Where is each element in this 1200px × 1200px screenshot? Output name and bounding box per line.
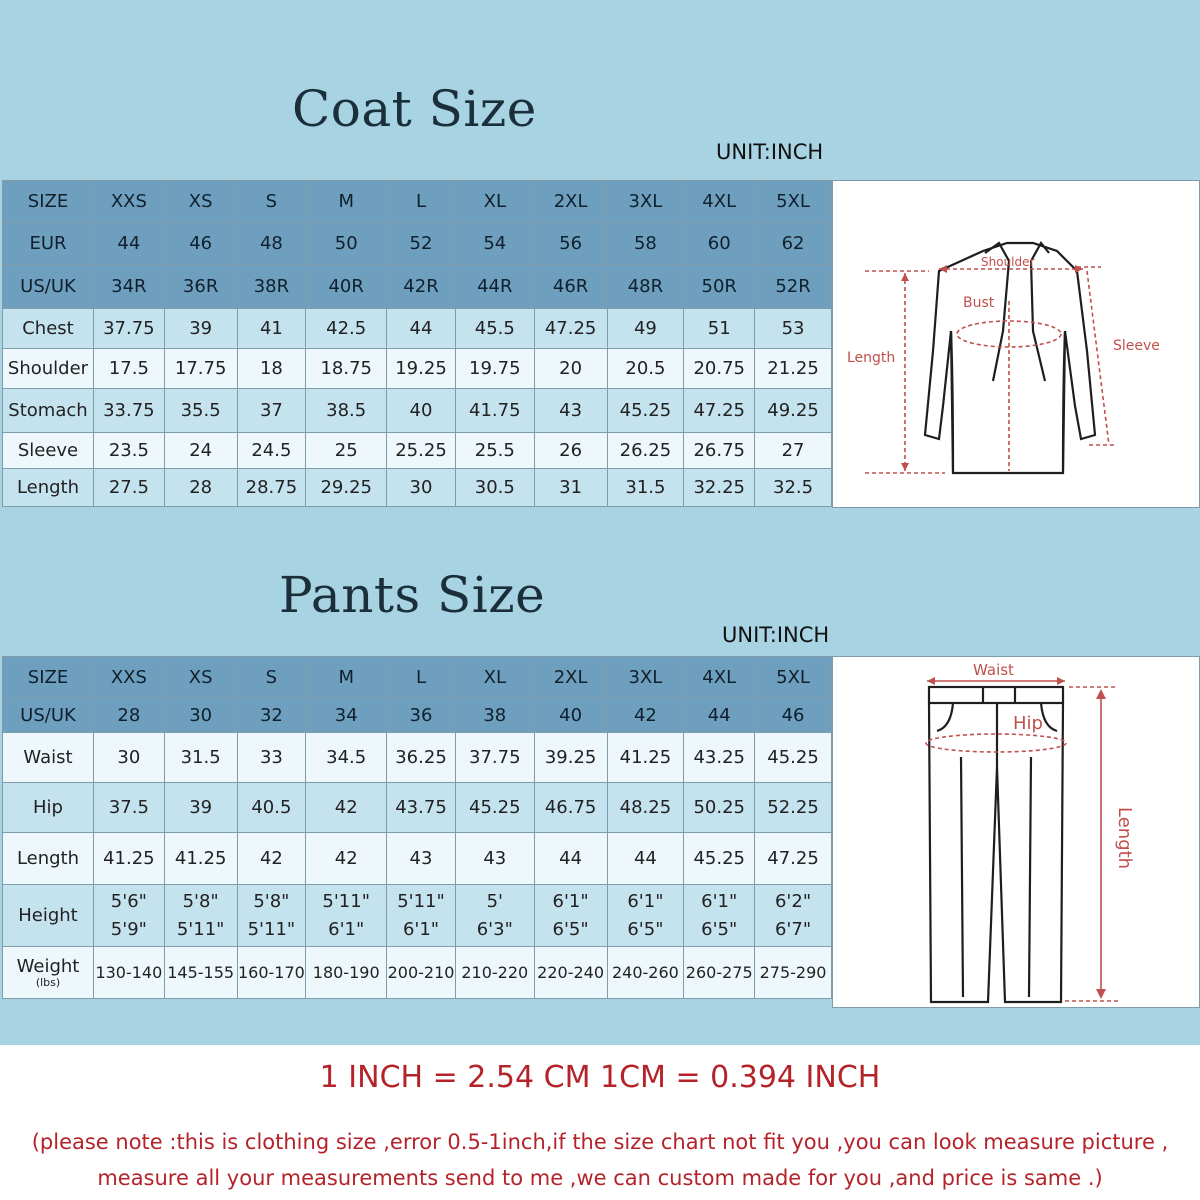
- weight-label-text: Weight: [16, 955, 80, 977]
- coat-measure-cell: 45.5: [455, 309, 534, 349]
- coat-bust-label: Bust: [963, 295, 995, 311]
- coat-diagram-svg: [833, 181, 1199, 507]
- coat-measure-cell: 18: [237, 349, 306, 389]
- pants-weight-cell: 210-220: [455, 947, 534, 999]
- pants-measure-row-label: Hip: [3, 783, 94, 833]
- coat-measure-cell: 53: [755, 309, 832, 349]
- coat-header-cell: 50: [306, 223, 387, 265]
- pants-header-cell: S: [237, 657, 306, 699]
- coat-header-cell: 46: [164, 223, 237, 265]
- pants-height-cell: [607, 885, 684, 947]
- height-value: 6'5": [627, 918, 664, 940]
- height-value: 6'5": [552, 918, 589, 940]
- coat-measure-cell: 26: [534, 433, 607, 469]
- coat-header-cell: 46R: [534, 265, 607, 309]
- pants-measure-cell: 42: [306, 783, 387, 833]
- pants-weight-cell: 240-260: [607, 947, 684, 999]
- pants-measure-cell: 43: [455, 833, 534, 885]
- size-note-line-2: measure all your measurements send to me ,we can custom made for you ,and price is same .): [97, 1166, 1103, 1190]
- pants-measure-cell: 31.5: [164, 733, 237, 783]
- coat-measure-cell: 43: [534, 389, 607, 433]
- pants-height-cell: [237, 885, 306, 947]
- pants-weight-cell: 145-155: [164, 947, 237, 999]
- pants-measure-row-label: Waist: [3, 733, 94, 783]
- pants-measure-cell: 30: [93, 733, 164, 783]
- pants-measure-cell: 37.75: [455, 733, 534, 783]
- pants-unit: UNIT:INCH: [722, 623, 830, 647]
- trousers-outline: [929, 687, 1063, 1002]
- coat-measure-row-label: Stomach: [3, 389, 94, 433]
- height-value: 6'7": [774, 918, 812, 940]
- pants-height-cell: [755, 885, 832, 947]
- coat-measure-cell: 37: [237, 389, 306, 433]
- pants-header-cell: XS: [164, 657, 237, 699]
- coat-measure-cell: 38.5: [306, 389, 387, 433]
- pants-weight-cell: 275-290: [755, 947, 832, 999]
- pants-hip-label: Hip: [1013, 713, 1043, 734]
- coat-measure-row: [3, 349, 832, 389]
- coat-header-cell: 42R: [387, 265, 456, 309]
- height-value: 5'11": [322, 890, 370, 912]
- pants-header-row: [3, 657, 832, 699]
- coat-header-cell: 52: [387, 223, 456, 265]
- pants-measure-cell: 39: [164, 783, 237, 833]
- pants-measure-cell: 45.25: [684, 833, 755, 885]
- coat-header-cell: 56: [534, 223, 607, 265]
- pants-header-row-label: SIZE: [3, 657, 94, 699]
- height-value: 5'8": [182, 890, 219, 912]
- pants-header-cell: 38: [455, 699, 534, 733]
- pants-header-cell: 2XL: [534, 657, 607, 699]
- coat-measure-row-label: Sleeve: [3, 433, 94, 469]
- coat-measure-row: [3, 469, 832, 507]
- coat-measure-cell: 44: [387, 309, 456, 349]
- coat-measure-cell: 17.5: [93, 349, 164, 389]
- pants-measure-row: [3, 783, 832, 833]
- height-value: 6'1": [402, 918, 440, 940]
- pants-measure-cell: 39.25: [534, 733, 607, 783]
- coat-measure-cell: 49: [607, 309, 684, 349]
- pants-height-cell: [534, 885, 607, 947]
- pants-header-cell: XXS: [93, 657, 164, 699]
- height-value: 5'11": [247, 918, 296, 940]
- pants-height-cell: [455, 885, 534, 947]
- coat-header-cell: 5XL: [755, 181, 832, 223]
- pants-header-cell: 28: [93, 699, 164, 733]
- pants-measure-cell: 37.5: [93, 783, 164, 833]
- coat-header-cell: 44R: [455, 265, 534, 309]
- coat-header-cell: XS: [164, 181, 237, 223]
- pants-height-label: Height: [3, 885, 94, 947]
- size-note: [0, 1124, 1200, 1196]
- coat-header-row-label: EUR: [3, 223, 94, 265]
- pants-measure-cell: 41.25: [164, 833, 237, 885]
- pants-header-cell: 5XL: [755, 657, 832, 699]
- pants-height-cell: [387, 885, 456, 947]
- coat-measure-cell: 25.5: [455, 433, 534, 469]
- coat-measure-cell: 20.75: [684, 349, 755, 389]
- pants-size-table: [2, 656, 832, 999]
- height-value: 5'8": [253, 890, 290, 912]
- unit-conversion: 1 INCH = 2.54 CM 1CM = 0.394 INCH: [319, 1060, 881, 1095]
- pants-measure-row: [3, 833, 832, 885]
- coat-header-cell: 36R: [164, 265, 237, 309]
- coat-measure-cell: 28.75: [237, 469, 306, 507]
- height-value: 6'1": [552, 890, 589, 912]
- coat-measure-cell: 32.25: [684, 469, 755, 507]
- pants-header-cell: 4XL: [684, 657, 755, 699]
- coat-measure-cell: 27.5: [93, 469, 164, 507]
- coat-header-row-label: SIZE: [3, 181, 94, 223]
- height-value: 5'11": [176, 918, 225, 940]
- coat-header-cell: 58: [607, 223, 684, 265]
- pants-measure-cell: 48.25: [607, 783, 684, 833]
- coat-header-row-label: US/UK: [3, 265, 94, 309]
- pants-measure-cell: 34.5: [306, 733, 387, 783]
- coat-header-cell: XL: [455, 181, 534, 223]
- height-value: 6'5": [701, 918, 738, 940]
- weight-unit-text: (lbs): [35, 975, 61, 989]
- pants-weight-cell: 220-240: [534, 947, 607, 999]
- pants-weight-row: [3, 947, 832, 999]
- coat-size-table: [2, 180, 832, 507]
- height-value: 6'1": [701, 890, 738, 912]
- pants-weight-cell: 180-190: [306, 947, 387, 999]
- coat-measure-diagram: [832, 180, 1200, 508]
- pants-measure-cell: 52.25: [755, 783, 832, 833]
- coat-measure-cell: 47.25: [534, 309, 607, 349]
- coat-measure-cell: 51: [684, 309, 755, 349]
- pants-measure-diagram: [832, 656, 1200, 1008]
- pants-header-cell: XL: [455, 657, 534, 699]
- coat-header-row: [3, 181, 832, 223]
- coat-measure-cell: 19.25: [387, 349, 456, 389]
- coat-header-cell: 34R: [93, 265, 164, 309]
- coat-header-cell: XXS: [93, 181, 164, 223]
- coat-measure-cell: 26.25: [607, 433, 684, 469]
- height-value: 6'1": [328, 918, 365, 940]
- size-note-line-1: (please note :this is clothing size ,error 0.5-1inch,if the size chart not fit you ,you can look measure picture ,: [31, 1130, 1169, 1154]
- coat-measure-cell: 37.75: [93, 309, 164, 349]
- coat-measure-cell: 35.5: [164, 389, 237, 433]
- coat-measure-cell: 30: [387, 469, 456, 507]
- coat-measure-row: [3, 389, 832, 433]
- coat-header-cell: L: [387, 181, 456, 223]
- pants-header-cell: 36: [387, 699, 456, 733]
- coat-header-cell: 54: [455, 223, 534, 265]
- coat-measure-cell: 19.75: [455, 349, 534, 389]
- coat-title: Coat Size: [292, 80, 537, 138]
- pants-measure-cell: 44: [534, 833, 607, 885]
- coat-measure-row: [3, 309, 832, 349]
- pants-measure-cell: 43: [387, 833, 456, 885]
- pants-weight-cell: 130-140: [93, 947, 164, 999]
- coat-header-cell: 62: [755, 223, 832, 265]
- coat-header-cell: 50R: [684, 265, 755, 309]
- coat-header-cell: 38R: [237, 265, 306, 309]
- jacket-outline: [925, 243, 1095, 473]
- pants-measure-cell: 43.75: [387, 783, 456, 833]
- coat-measure-cell: 17.75: [164, 349, 237, 389]
- pants-measure-cell: 42: [237, 833, 306, 885]
- coat-unit: UNIT:INCH: [716, 140, 824, 164]
- height-value: 5'9": [110, 918, 147, 940]
- coat-measure-cell: 40: [387, 389, 456, 433]
- coat-measure-cell: 26.75: [684, 433, 755, 469]
- pants-weight-label: [3, 947, 94, 999]
- coat-measure-cell: 20: [534, 349, 607, 389]
- coat-header-cell: 48: [237, 223, 306, 265]
- pants-header-row: [3, 699, 832, 733]
- pants-measure-cell: 43.25: [684, 733, 755, 783]
- coat-measure-cell: 24: [164, 433, 237, 469]
- pants-header-cell: 30: [164, 699, 237, 733]
- height-value: 6'1": [627, 890, 664, 912]
- coat-header-cell: 4XL: [684, 181, 755, 223]
- height-value: 5': [486, 890, 503, 912]
- coat-measure-cell: 45.25: [607, 389, 684, 433]
- coat-header-row: [3, 265, 832, 309]
- pants-header-cell: 3XL: [607, 657, 684, 699]
- pants-height-cell: [164, 885, 237, 947]
- pants-title: Pants Size: [279, 566, 546, 624]
- coat-measure-cell: 27: [755, 433, 832, 469]
- coat-measure-cell: 42.5: [306, 309, 387, 349]
- pants-measure-cell: 46.75: [534, 783, 607, 833]
- coat-measure-cell: 23.5: [93, 433, 164, 469]
- coat-measure-cell: 25.25: [387, 433, 456, 469]
- coat-header-cell: S: [237, 181, 306, 223]
- pants-header-row-label: US/UK: [3, 699, 94, 733]
- coat-measure-cell: 31: [534, 469, 607, 507]
- coat-header-row: [3, 223, 832, 265]
- pants-measure-row-label: Length: [3, 833, 94, 885]
- height-value: 5'11": [397, 890, 445, 912]
- coat-measure-cell: 31.5: [607, 469, 684, 507]
- pants-header-cell: 42: [607, 699, 684, 733]
- coat-measure-cell: 28: [164, 469, 237, 507]
- coat-measure-row: [3, 433, 832, 469]
- pants-length-label: Length: [1114, 807, 1135, 870]
- coat-measure-cell: 29.25: [306, 469, 387, 507]
- coat-measure-cell: 30.5: [455, 469, 534, 507]
- pants-measure-cell: 33: [237, 733, 306, 783]
- coat-measure-cell: 47.25: [684, 389, 755, 433]
- coat-header-cell: M: [306, 181, 387, 223]
- pants-measure-cell: 50.25: [684, 783, 755, 833]
- pants-height-cell: [93, 885, 164, 947]
- coat-header-cell: 44: [93, 223, 164, 265]
- coat-measure-cell: 41.75: [455, 389, 534, 433]
- coat-measure-cell: 20.5: [607, 349, 684, 389]
- coat-measure-cell: 41: [237, 309, 306, 349]
- coat-measure-cell: 21.25: [755, 349, 832, 389]
- coat-header-cell: 52R: [755, 265, 832, 309]
- pants-header-cell: 32: [237, 699, 306, 733]
- pants-measure-cell: 47.25: [755, 833, 832, 885]
- pants-weight-cell: 260-275: [684, 947, 755, 999]
- pants-measure-cell: 40.5: [237, 783, 306, 833]
- coat-measure-cell: 25: [306, 433, 387, 469]
- coat-measure-row-label: Shoulder: [3, 349, 94, 389]
- height-value: 6'3": [476, 918, 513, 940]
- height-value: 5'6": [110, 890, 147, 912]
- pants-header-cell: L: [387, 657, 456, 699]
- pants-header-cell: 46: [755, 699, 832, 733]
- coat-measure-cell: 33.75: [93, 389, 164, 433]
- height-value: 6'2": [774, 890, 812, 912]
- pants-measure-cell: 45.25: [455, 783, 534, 833]
- pants-measure-row: [3, 733, 832, 783]
- coat-measure-cell: 18.75: [306, 349, 387, 389]
- coat-header-cell: 40R: [306, 265, 387, 309]
- coat-header-cell: 2XL: [534, 181, 607, 223]
- pants-measure-cell: 45.25: [755, 733, 832, 783]
- pants-height-cell: [306, 885, 387, 947]
- coat-measure-row-label: Chest: [3, 309, 94, 349]
- coat-shoulder-label: Shoulder: [981, 255, 1035, 269]
- pants-height-row: [3, 885, 832, 947]
- pants-header-cell: 44: [684, 699, 755, 733]
- pants-header-cell: 40: [534, 699, 607, 733]
- pants-diagram-svg: [833, 657, 1199, 1007]
- pants-height-cell: [684, 885, 755, 947]
- pants-measure-cell: 44: [607, 833, 684, 885]
- coat-sleeve-label: Sleeve: [1113, 338, 1160, 354]
- pants-waist-label: Waist: [973, 661, 1014, 679]
- pants-measure-cell: 42: [306, 833, 387, 885]
- pants-header-cell: 34: [306, 699, 387, 733]
- pants-header-cell: M: [306, 657, 387, 699]
- pants-measure-cell: 41.25: [93, 833, 164, 885]
- pants-weight-cell: 160-170: [237, 947, 306, 999]
- coat-measure-cell: 49.25: [755, 389, 832, 433]
- coat-measure-cell: 39: [164, 309, 237, 349]
- coat-header-cell: 3XL: [607, 181, 684, 223]
- pants-measure-cell: 41.25: [607, 733, 684, 783]
- coat-measure-cell: 32.5: [755, 469, 832, 507]
- pants-weight-cell: 200-210: [387, 947, 456, 999]
- coat-measure-cell: 24.5: [237, 433, 306, 469]
- coat-header-cell: 60: [684, 223, 755, 265]
- coat-header-cell: 48R: [607, 265, 684, 309]
- coat-length-label: Length: [847, 350, 896, 366]
- pants-measure-cell: 36.25: [387, 733, 456, 783]
- coat-measure-row-label: Length: [3, 469, 94, 507]
